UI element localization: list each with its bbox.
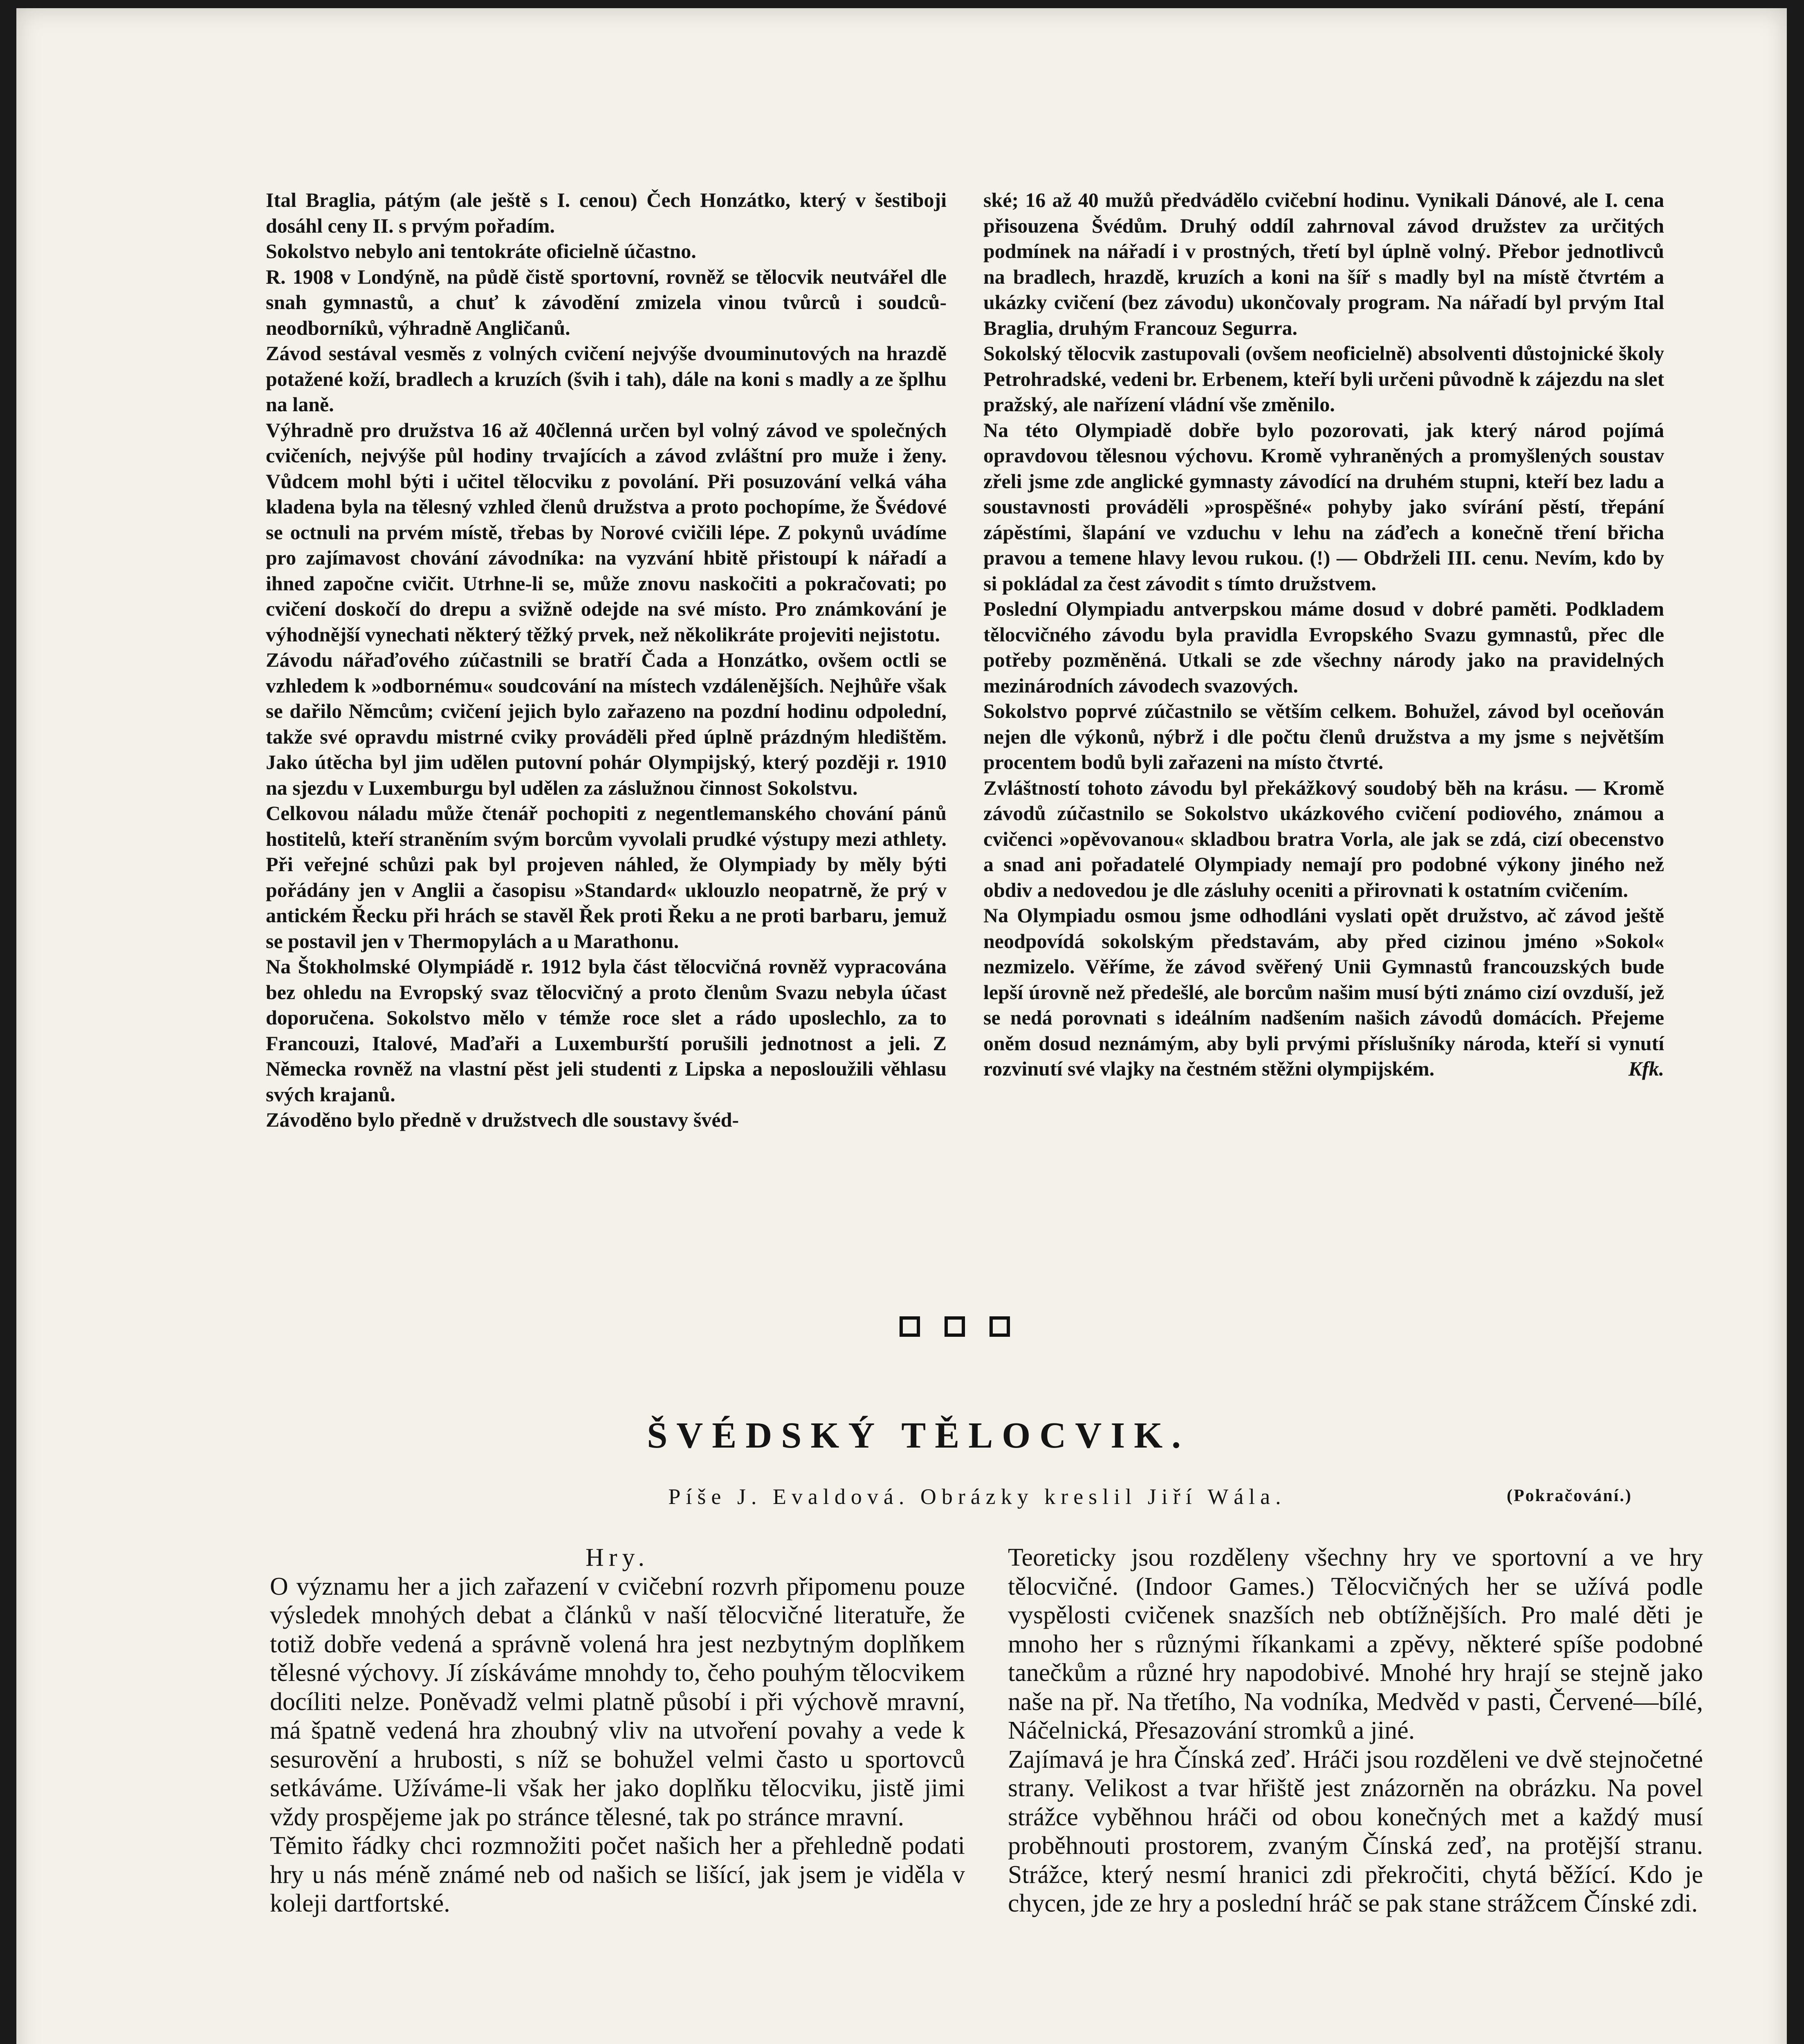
paragraph: Výhradně pro družstva 16 až 40členná určen byl volný závod ve společných cvičeních, nejvýše půl hodiny trvajících a závod zvláštní pro muže i ženy. Vůdcem mohl býti i učitel tělocviku z povolání. Při posuzování velká váha kladena byla na tělesný vzhled členů družstva a proto pochopíme, že Švédové se octnuli na prvém místě, třebas by Norové cvičili lépe. Z pokynů uvádíme pro zajímavost chování závodníka: na vyzvání hbitě přistoupí k nářadí a ihned započne cvičit. Utrhne-li se, může znovu naskočiti a pokračovati; po cvičení doskočí do drepu a svižně odejde na své místo. Pro známkování je výhodnější vynechati některý těžký prvek, než několikráte projeviti nejistotu. <box>266 418 947 646</box>
paragraph: Sokolstvo nebylo ani tentokráte oficielně účastno. <box>266 240 696 262</box>
bottom-right-column <box>1008 1543 1703 1918</box>
paragraph: Poslední Olympiadu antverpskou máme dosud v dobré paměti. Podkladem tělocvičného závodu byla pravidla Evropského Svazu gymnastů, přec dle potřeby pozměněná. Utkali se zde všechny národy jako na pravidelných mezinárodních závodech svazových. <box>983 597 1664 697</box>
paragraph: Závoděno bylo předně v družstvech dle soustavy švéd- <box>266 1108 739 1131</box>
signature: Kfk. <box>1628 1057 1664 1080</box>
paragraph: Sokolstvo poprvé zúčastnilo se větším celkem. Bohužel, závod byl oceňován nejen dle výkonů, nýbrž i dle počtu členů družstva a my jsme s největším procentem bodů byli zařazeni na místo čtvrté. <box>983 699 1664 773</box>
paragraph: Na Štokholmské Olympiádě r. 1912 byla část tělocvičná rovněž vypracována bez ohledu na Evropský svaz tělocvičný a proto členům Svazu nebyla účast doporučena. Sokolstvo mělo v témže roce slet a rádo uposlechlo, za to Francouzi, Italové, Maďaři a Luxemburští porušili jednotnost a jeli. Z Německa rovněž na vlastní pěst jeli studenti z Lipska a neposloužili věhlasu svých krajanů. <box>266 955 947 1106</box>
paragraph: Závod sestával vesměs z volných cvičení nejvýše dvouminutových na hrazdě potažené koží, bradlech a kruzích (švih i tah), dále na koni s madly a ze šplhu na laně. <box>266 342 947 416</box>
byline: Píše J. Evaldová. Obrázky kreslil Jiří Wála. <box>668 1484 1286 1509</box>
page <box>16 8 1787 2044</box>
article-title: ŠVÉDSKÝ TĚLOCVIK. <box>647 1415 1190 1456</box>
paragraph: R. 1908 v Londýně, na půdě čistě sportovní, rovněž se tělocvik neutvářel dle snah gymnastů, a chuť k závodění zmizela vinou tvůrců i soudců-neodborníků, výhradně Angličanů. <box>266 265 947 339</box>
bottom-left-column <box>270 1543 965 1918</box>
continued-note: (Pokračování.) <box>1507 1486 1632 1505</box>
paragraph: O významu her a jich zařazení v cvičební rozvrh připomenu pouze výsledek mnohých debat a článků v naší tělocvičné literatuře, že totiž dobře vedená a správně volená hra jest nezbytným doplňkem tělesné výchovy. Jí získáváme mnohdy to, čeho pouhým tělocvikem docíliti nelze. Poněvadž velmi platně působí i při výchově mravní, má špatně vedená hra zhoubný vliv na utvoření povahy a vede k sesurovění a hrubosti, s níž se bohužel velmi často u sportovců setkáváme. Užíváme-li však her jako doplňku tělocviku, jistě jimi vždy prospějeme jak po stránce tělesné, tak po stránce mravní. <box>270 1572 965 1831</box>
paragraph-text: Na Olympiadu osmou jsme odhodláni vyslati opět družstvo, ač závod ještě neodpovídá sokolským představám, aby před cizinou jméno »Sokol« nezmizelo. Věříme, že závod svěřený Unii Gymnastů francouzských bude lepší úrovně než předešlé, ale borcům našim musí býti známo cizí ovzduší, jež se nedá porovnati s ideálním nadšením našich závodů domácích. Přejeme oněm dosud neznámým, aby byli prvými příslušníky národa, kteří si vynutí rozvinutí své vlajky na čestném stěžni olympijském. <box>983 904 1664 1080</box>
section-divider <box>900 1316 1010 1337</box>
paragraph <box>983 903 1664 1082</box>
paragraph: Těmito řádky chci rozmnožiti počet našich her a přehledně podati hry u nás méně známé neb od našich se lišící, jak jsem je viděla v koleji dartfortské. <box>270 1832 965 1917</box>
paragraph: Zvláštností tohoto závodu byl překážkový soudobý běh na krásu. — Kromě závodů zúčastnilo se Sokolstvo ukázkového cvičení podiového, známou a cvičenci »opěvovanou« skladbou bratra Vorla, ale jak se zdá, cizí obecenstvo a snad ani pořadatelé Olympiady nemají pro podobné výkony jiného než obdiv a nedovedou je dle zásluhy oceniti a přirovnati k ostatním cvičením. <box>983 776 1664 901</box>
paragraph: ské; 16 až 40 mužů předvádělo cvičební hodinu. Vynikali Dánové, ale I. cena přisouzena Švédům. Druhý oddíl zahrnoval závod družstev za určitých podmínek na nářadí i v prostných, třetí byl úplně volný. Přebor jednotlivců na bradlech, hrazdě, kruzích a koni na šíř s madly byl na místě čtvrtém a ukázky cvičení (bez závodu) ukončovaly program. Na nářadí byl prvým Ital Braglia, druhým Francouz Segurra. <box>983 188 1664 339</box>
top-right-column <box>983 187 1664 1082</box>
paragraph: Ital Braglia, pátým (ale ještě s I. cenou) Čech Honzátko, který v šestiboji dosáhl ceny II. s prvým pořadím. <box>266 188 947 237</box>
square-ornament-icon <box>900 1316 920 1337</box>
square-ornament-icon <box>990 1316 1010 1337</box>
top-left-column <box>266 187 947 1133</box>
square-ornament-icon <box>945 1316 965 1337</box>
paragraph: Na této Olympiadě dobře bylo pozorovati, jak který národ pojímá opravdovou tělesnou výchovu. Kromě vyhraněných a promyšlených soustav zřeli jsme zde anglické gymnasty závodící na druhém stupni, kteří bez ladu a soustavnosti prováděli »prospěšné« pohyby jako svírání pěstí, třepání zápěstími, šlapání ve vzduchu v lehu na záďech a konečně tření břicha pravou a temene hlavy levou rukou. (!) — Obdrželi III. cenu. Nevím, kdo by si pokládal za čest závodit s tímto družstvem. <box>983 418 1664 595</box>
paragraph: Celkovou náladu může čtenář pochopiti z negentlemanského chování pánů hostitelů, kteří straněním svým borcům vyvolali prudké výstupy mezi athlety. Při veřejné schůzi pak byl projeven náhled, že Olympiady by měly býti pořádány jen v Anglii a časopisu »Standard« uklouzlo neopatrně, že prý v antickém Řecku při hrách se stavěl Řek proti Řeku a ne proti barbaru, jemuž se postavil jen v Thermopylách a u Marathonu. <box>266 802 947 953</box>
paragraph: Sokolský tělocvik zastupovali (ovšem neoficielně) absolventi důstojnické školy Petrohradské, vedeni br. Erbenem, kteří byli určeni původně k zájezdu na slet pražský, ale nařízení vládní vše změnilo. <box>983 342 1664 416</box>
paragraph: Zajímavá je hra Čínská zeď. Hráči jsou rozděleni ve dvě stejnočetné strany. Velikost a tvar hřiště jest znázorněn na obrázku. Na povel strážce vyběhnou hráči od obou konečných met a každý musí proběhnouti prostorem, zvaným Čínská zeď, na protější stranu. Strážce, který nesmí hranici zdi překročiti, chytá běžící. Kdo je chycen, jde ze hry a poslední hráč se pak stane strážcem Čínské zdi. <box>1008 1745 1703 1917</box>
paragraph: Teoreticky jsou rozděleny všechny hry ve sportovní a ve hry tělocvičné. (Indoor Games.) Tělocvičných her se užívá podle vyspělosti cvičenek snazších neb obtížnějších. Pro malé děti je mnoho her s různými říkankami a zpěvy, některé spíše podobné tanečkům a různé hry napodobivé. Mnohé hry hrají se stejně jako naše na př. Na třetího, Na vodníka, Medvěd v pasti, Červené—bílé, Náčelnická, Přesazování stromků a jiné. <box>1008 1544 1703 1744</box>
section-heading: Hry. <box>586 1544 649 1571</box>
paragraph: Závodu nářaďového zúčastnili se bratří Čada a Honzátko, ovšem octli se vzhledem k »odbornému« soudcování na místech vzdálenějších. Nejhůře však se dařilo Němcům; cvičení jejich bylo zařazeno na pozdní hodinu odpolední, takže své opravdu mistrné cviky prováděli před úplně prázdným hledištěm. Jako útěcha byl jim udělen putovní pohár Olympijský, který později r. 1910 na sjezdu v Luxemburgu byl udělen za záslužnou činnost Sokolstvu. <box>266 648 947 799</box>
